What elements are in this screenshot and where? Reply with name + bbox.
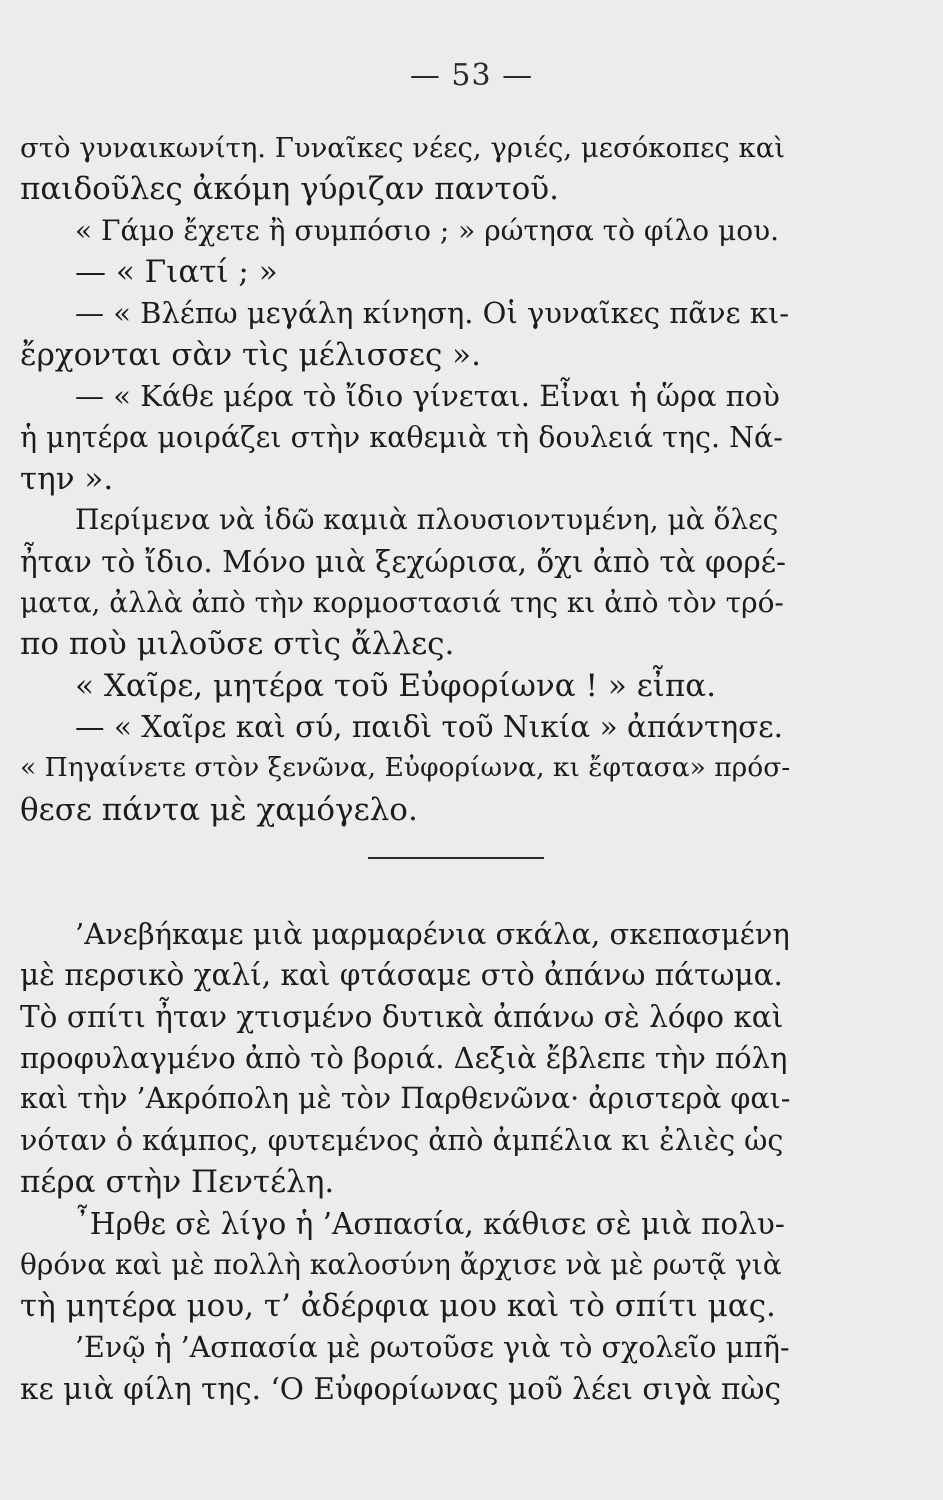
text-line: στὸ γυναικωνίτη. Γυναῖκες νέες, γριές, μεσόκοπες καὶ bbox=[20, 132, 786, 164]
text-line: — « Γιατί ; » bbox=[75, 254, 278, 290]
text-line: προφυλαγμένο ἀπὸ τὸ βοριά. Δεξιὰ ἔβλεπε τὴν πόλη bbox=[20, 1041, 788, 1075]
section-separator bbox=[368, 857, 544, 859]
text-line: ἡ μητέρα μοιράζει στὴν καθεμιὰ τὴ δουλειά της. Νά- bbox=[20, 421, 783, 454]
text-line: ἦταν τὸ ἴδιο. Μόνο μιὰ ξεχώρισα, ὄχι ἀπὸ τὰ φορέ- bbox=[20, 545, 787, 579]
text-line: κε μιὰ φίλη της. ‘Ο Εὐφορίωνας μοῦ λέει σιγὰ πὼς bbox=[20, 1372, 781, 1406]
text-line: ἔρχονται σὰν τὶς μέλισσες ». bbox=[20, 337, 481, 373]
text-line: ματα, ἀλλὰ ἀπὸ τὴν κορμοστασιά της κι ἀπὸ τὸν τρό- bbox=[20, 586, 784, 619]
text-line: — « Κάθε μέρα τὸ ἴδιο γίνεται. Εἶναι ἡ ὥρα ποὺ bbox=[75, 379, 780, 413]
text-line: — « Χαῖρε καὶ σύ, παιδὶ τοῦ Νικία » ἀπάντησε. bbox=[75, 710, 783, 744]
text-line: « Πηγαίνετε στὸν ξενῶνα, Εὐφορίωνα, κι ἔφτασα» πρόσ- bbox=[20, 752, 790, 783]
text-line: θεσε πάντα μὲ χαμόγελο. bbox=[20, 792, 418, 828]
text-line: — « Βλέπω μεγάλη κίνηση. Οἱ γυναῖκες πᾶνε κι- bbox=[75, 296, 790, 330]
text-line: την ». bbox=[20, 461, 114, 497]
text-line: ῏Ηρθε σὲ λίγο ἡ ’Ασπασία, κάθισε σὲ μιὰ πολυ- bbox=[75, 1207, 785, 1241]
text-line: καὶ τὴν ’Ακρόπολη μὲ τὸν Παρθενῶνα· ἀριστερὰ φαι- bbox=[20, 1082, 790, 1115]
text-line: Περίμενα νὰ ἰδῶ καμιὰ πλουσιοντυμένη, μὰ ὅλες bbox=[75, 503, 779, 536]
text-line: τὴ μητέρα μου, τ’ ἀδέρφια μου καὶ τὸ σπίτι μας. bbox=[20, 1288, 776, 1324]
text-line: ’Ενῷ ἡ ’Ασπασία μὲ ρωτοῦσε γιὰ τὸ σχολεῖο μπῆ- bbox=[75, 1331, 790, 1364]
text-line: Τὸ σπίτι ἦταν χτισμένο δυτικὰ ἀπάνω σὲ λόφο καὶ bbox=[20, 1000, 784, 1034]
text-line: παιδοῦλες ἀκόμη γύριζαν παντοῦ. bbox=[20, 171, 559, 207]
text-line: νόταν ὁ κάμπος, φυτεμένος ἀπὸ ἀμπέλια κι ἐλιὲς ὡς bbox=[20, 1124, 784, 1157]
text-line: πέρα στὴν Πεντέλη. bbox=[20, 1164, 335, 1200]
text-line: μὲ περσικὸ χαλί, καὶ φτάσαμε στὸ ἀπάνω πάτωμα. bbox=[20, 958, 783, 992]
text-line: ’Ανεβήκαμε μιὰ μαρμαρένια σκάλα, σκεπασμένη bbox=[75, 917, 790, 951]
text-line: « Γάμο ἔχετε ἢ συμπόσιο ; » ρώτησα τὸ φίλο μου. bbox=[75, 214, 779, 247]
page-number: — 53 — bbox=[409, 58, 534, 93]
text-line: πο ποὺ μιλοῦσε στὶς ἄλλες. bbox=[20, 626, 455, 662]
text-line: « Χαῖρε, μητέρα τοῦ Εὐφορίωνα ! » εἶπα. bbox=[75, 668, 717, 704]
text-line: θρόνα καὶ μὲ πολλὴ καλοσύνη ἄρχισε νὰ μὲ ρωτᾷ γιὰ bbox=[20, 1248, 782, 1281]
